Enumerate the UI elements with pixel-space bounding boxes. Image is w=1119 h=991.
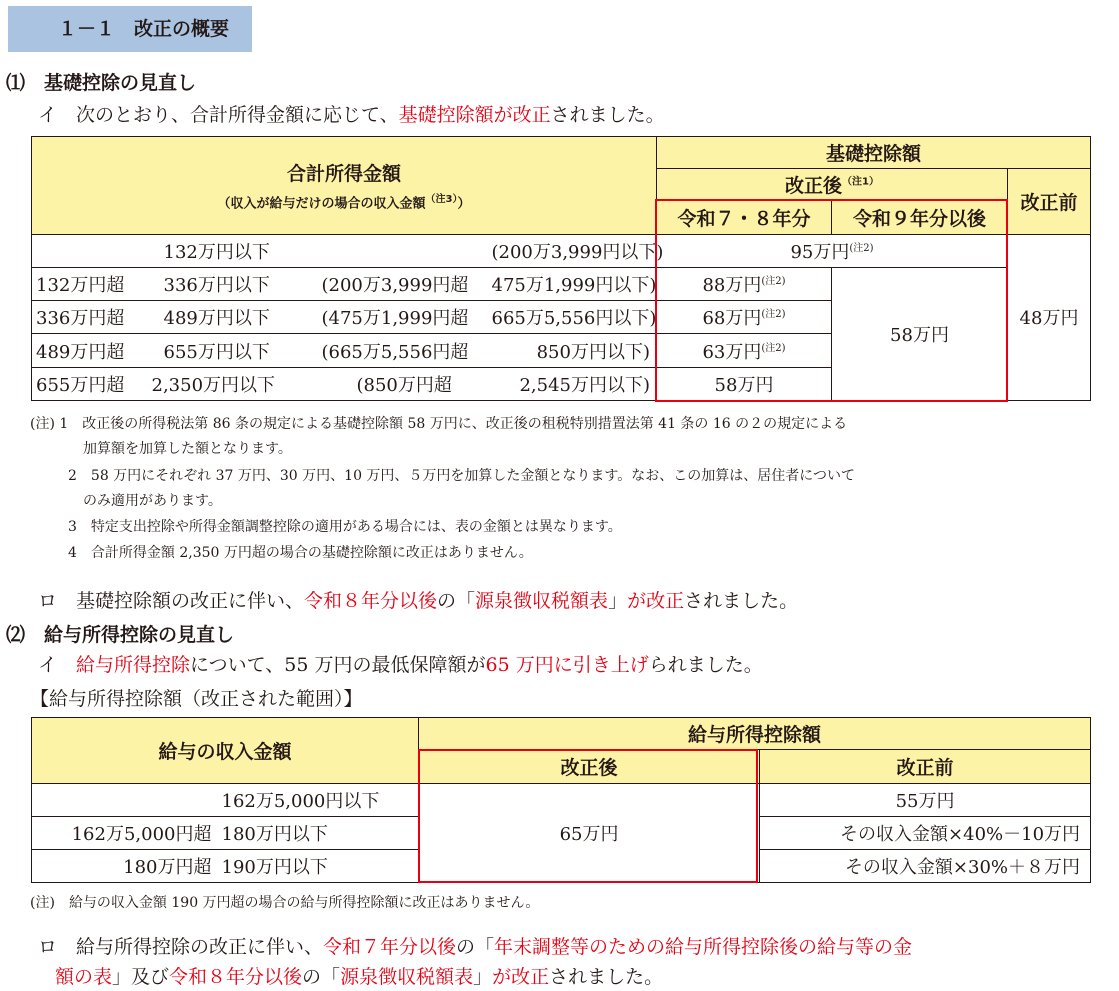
section2-title: ⑵ 給与所得控除の見直し bbox=[6, 624, 235, 646]
text: されました。 bbox=[550, 104, 665, 126]
before-value: 48万円 bbox=[1008, 234, 1091, 400]
value-r9-merged: 58万円 bbox=[832, 267, 1008, 400]
section1-item-i bbox=[38, 100, 665, 127]
income-to: 162万5,000円以下 bbox=[222, 784, 419, 817]
note-2: 2 58 万円にそれぞれ 37 万円、30 万円、10 万円、５万円を加算した金額となります。なお、この加算は、居住者について bbox=[68, 468, 856, 484]
note-3: 3 特定支出控除や所得金額調整控除の適用がある場合には、表の金額とは異なります。 bbox=[68, 519, 622, 535]
highlight-text: 65 万円に引き上げ bbox=[485, 654, 649, 676]
highlight-text: 令和８年分以後 bbox=[304, 590, 438, 612]
r7-8-header: 令和７・８年分 bbox=[657, 201, 832, 234]
after-value: 65万円 bbox=[419, 784, 760, 883]
highlight-text: 源泉徴収税額表 bbox=[475, 590, 609, 612]
salary-from: (665万5,556円超 bbox=[312, 334, 492, 367]
salary-from: (200万3,999円超 bbox=[312, 267, 492, 300]
section-heading: １－１ 改正の概要 bbox=[8, 6, 252, 52]
salary-from: (475万1,999円超 bbox=[312, 301, 492, 334]
income-from: 489万円超 bbox=[32, 334, 152, 367]
highlight-text: 基礎控除額が改正 bbox=[398, 104, 551, 126]
item-mark: ロ bbox=[38, 590, 58, 612]
income-to: 132万円以下 bbox=[152, 234, 312, 267]
income-from: 180万円超 bbox=[32, 850, 222, 883]
note-1-cont: 加算額を加算した額となります。 bbox=[83, 441, 292, 457]
before-value: その収入金額×40%－10万円 bbox=[760, 817, 1091, 850]
section2-item-i: イ 給与所得控除について、55 万円の最低保障額が65 万円に引き上げられました。 bbox=[38, 650, 763, 677]
salary-deduction-table bbox=[31, 717, 1091, 883]
highlight-text: 令和８年分以後 bbox=[169, 966, 303, 988]
highlight-text: が改正 bbox=[492, 966, 550, 988]
salary-to: 475万1,999円以下) bbox=[492, 267, 657, 300]
table-row bbox=[32, 784, 1091, 817]
highlight-text: が改正 bbox=[627, 590, 685, 612]
highlight-text: 令和７年分以後 bbox=[323, 936, 457, 958]
income-header: 合計所得金額 bbox=[286, 163, 401, 186]
salary-to: (200万3,999円以下) bbox=[492, 234, 657, 267]
value-95: 95万円$^{(注2)}$ bbox=[657, 234, 1008, 267]
item-mark: イ bbox=[38, 654, 58, 676]
after-revision-header: 改正後 bbox=[419, 750, 760, 784]
highlight-text: 年末調整等のための給与所得控除後の給与等の金 bbox=[494, 936, 913, 958]
basic-deduction-table bbox=[31, 136, 1091, 401]
salary-deduction-header: 給与所得控除額 bbox=[419, 718, 1091, 750]
before-value: 55万円 bbox=[760, 784, 1091, 817]
basic-deduction-header: 基礎控除額 bbox=[657, 137, 1091, 169]
table-row bbox=[32, 267, 1091, 300]
income-from: 655万円超 bbox=[32, 367, 152, 400]
salary-to: 2,545万円以下) bbox=[492, 367, 657, 400]
section1-title: ⑴ 基礎控除の見直し bbox=[6, 72, 197, 94]
value-r78: 63万円$^{(注2)}$ bbox=[657, 334, 832, 367]
value-r78: 58万円 bbox=[657, 367, 832, 400]
income-from: 162万5,000円超 bbox=[32, 817, 222, 850]
highlight-text: 額の表 bbox=[55, 966, 113, 988]
note-1: (注) 1 改正後の所得税法第 86 条の規定による基礎控除額 58 万円に、改正後の租税特別措置法第 41 条の 16 の２の規定による bbox=[30, 416, 848, 432]
salary-from: (850万円超 bbox=[312, 367, 492, 400]
salary-to: 850万円以下) bbox=[492, 334, 657, 367]
section2-note: (注) 給与の収入金額 190 万円超の場合の給与所得控除額に改正はありません。 bbox=[30, 895, 540, 911]
r9-header: 令和９年分以後 bbox=[832, 201, 1008, 234]
income-to: 180万円以下 bbox=[222, 817, 419, 850]
text: 次のとおり、合計所得金額に応じて、 bbox=[76, 104, 399, 126]
income-to: 489万円以下 bbox=[152, 301, 312, 334]
income-to: 655万円以下 bbox=[152, 334, 312, 367]
section2-item-ro-cont: 額の表」及び令和８年分以後の「源泉徴収税額表」が改正されました。 bbox=[55, 966, 664, 988]
income-to: 190万円以下 bbox=[222, 850, 419, 883]
income-from bbox=[32, 784, 222, 817]
note-2-cont: のみ適用があります。 bbox=[83, 493, 222, 509]
salary-income-header: 給与の収入金額 bbox=[32, 718, 419, 784]
before-value: その収入金額×30%＋８万円 bbox=[760, 850, 1091, 883]
highlight-text: 給与所得控除 bbox=[76, 654, 191, 676]
income-from: 132万円超 bbox=[32, 267, 152, 300]
before-revision-header: 改正前 bbox=[760, 750, 1091, 784]
income-to: 2,350万円以下 bbox=[152, 367, 312, 400]
salary-to: 665万5,556円以下) bbox=[492, 301, 657, 334]
income-from: 336万円超 bbox=[32, 301, 152, 334]
value-r78: 68万円$^{(注2)}$ bbox=[657, 301, 832, 334]
section1-item-ro: ロ 基礎控除額の改正に伴い、令和８年分以後の「源泉徴収税額表」が改正されました。 bbox=[38, 586, 798, 613]
income-header-cell bbox=[32, 137, 657, 235]
income-header-sub: （収入が給与だけの場合の収入金額$^{(注3)}$） bbox=[217, 194, 471, 212]
before-revision-header: 改正前 bbox=[1008, 169, 1091, 234]
table-caption: 【給与所得控除額（改正された範囲）】 bbox=[30, 688, 363, 710]
item-mark: ロ bbox=[38, 936, 58, 958]
note-4: 4 合計所得金額 2,350 万円超の場合の基礎控除額に改正はありません。 bbox=[68, 545, 533, 561]
after-revision-header: 改正後$^{(注1)}$ bbox=[657, 169, 1008, 201]
highlight-text: 源泉徴収税額表 bbox=[340, 966, 474, 988]
income-to: 336万円以下 bbox=[152, 267, 312, 300]
table-row bbox=[32, 234, 1091, 267]
value-r78: 88万円$^{(注2)}$ bbox=[657, 267, 832, 300]
section2-item-ro: ロ 給与所得控除の改正に伴い、令和７年分以後の「年末調整等のための給与所得控除後の給与等の金 bbox=[38, 932, 912, 959]
item-mark: イ bbox=[38, 104, 58, 126]
